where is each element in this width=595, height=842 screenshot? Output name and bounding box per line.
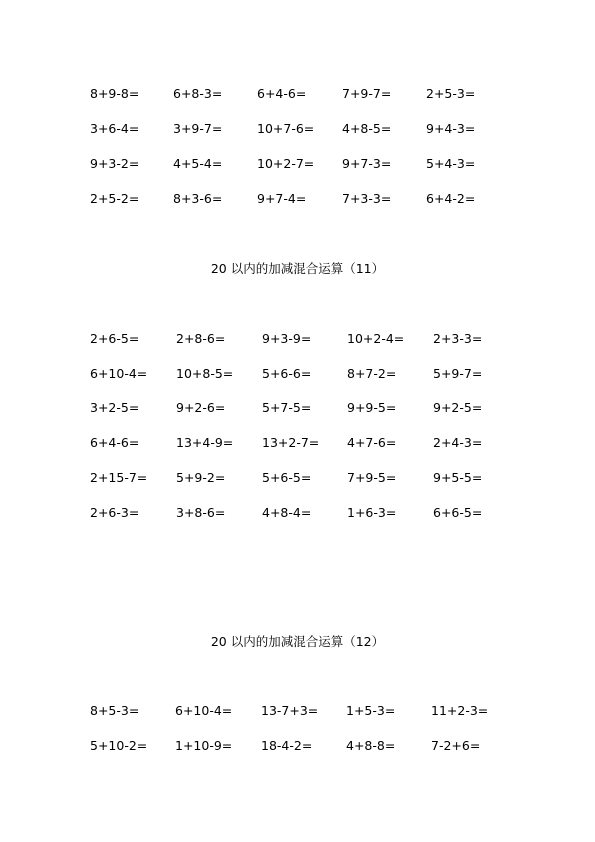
exercise-item: 6+6-5= xyxy=(433,505,483,520)
exercise-item: 6+4-6= xyxy=(90,435,140,450)
exercise-item: 2+5-2= xyxy=(90,191,140,206)
exercise-item: 5+6-6= xyxy=(262,366,312,381)
exercise-item: 5+9-7= xyxy=(433,366,483,381)
exercise-item: 3+9-7= xyxy=(173,121,223,136)
exercise-row xyxy=(0,84,595,104)
exercise-item: 5+7-5= xyxy=(262,400,312,415)
exercise-item: 2+6-5= xyxy=(90,331,140,346)
exercise-item: 5+6-5= xyxy=(262,470,312,485)
exercise-item: 11+2-3= xyxy=(431,703,489,718)
exercise-item: 13-7+3= xyxy=(261,703,319,718)
exercise-row xyxy=(0,398,595,418)
exercise-item: 5+10-2= xyxy=(90,738,148,753)
exercise-item: 9+9-5= xyxy=(347,400,397,415)
exercise-row xyxy=(0,154,595,174)
exercise-item: 6+10-4= xyxy=(90,366,148,381)
exercise-item: 4+8-5= xyxy=(342,121,392,136)
exercise-item: 13+4-9= xyxy=(176,435,234,450)
exercise-item: 9+4-3= xyxy=(426,121,476,136)
exercise-item: 5+4-3= xyxy=(426,156,476,171)
exercise-item: 1+10-9= xyxy=(175,738,233,753)
exercise-item: 4+8-4= xyxy=(262,505,312,520)
exercise-item: 3+2-5= xyxy=(90,400,140,415)
exercise-item: 9+7-4= xyxy=(257,191,307,206)
exercise-item: 3+6-4= xyxy=(90,121,140,136)
exercise-item: 4+5-4= xyxy=(173,156,223,171)
exercise-item: 10+8-5= xyxy=(176,366,234,381)
section-title: 20 以内的加减混合运算（11） xyxy=(210,261,385,276)
exercise-item: 2+8-6= xyxy=(176,331,226,346)
exercise-item: 8+3-6= xyxy=(173,191,223,206)
exercise-item: 18-4-2= xyxy=(261,738,313,753)
exercise-item: 8+9-8= xyxy=(90,86,140,101)
exercise-item: 9+7-3= xyxy=(342,156,392,171)
exercise-item: 6+4-6= xyxy=(257,86,307,101)
exercise-item: 1+6-3= xyxy=(347,505,397,520)
exercise-item: 7-2+6= xyxy=(431,738,481,753)
exercise-row xyxy=(0,364,595,384)
exercise-row xyxy=(0,701,595,721)
exercise-item: 2+5-3= xyxy=(426,86,476,101)
exercise-row xyxy=(0,329,595,349)
exercise-item: 4+8-8= xyxy=(346,738,396,753)
exercise-item: 8+7-2= xyxy=(347,366,397,381)
exercise-item: 9+3-9= xyxy=(262,331,312,346)
exercise-item: 1+5-3= xyxy=(346,703,396,718)
exercise-item: 6+10-4= xyxy=(175,703,233,718)
exercise-row xyxy=(0,433,595,453)
exercise-item: 10+7-6= xyxy=(257,121,315,136)
exercise-row xyxy=(0,736,595,756)
exercise-item: 7+9-5= xyxy=(347,470,397,485)
exercise-item: 5+9-2= xyxy=(176,470,226,485)
exercise-item: 13+2-7= xyxy=(262,435,320,450)
exercise-item: 9+2-6= xyxy=(176,400,226,415)
exercise-item: 8+5-3= xyxy=(90,703,140,718)
exercise-item: 6+4-2= xyxy=(426,191,476,206)
exercise-item: 7+9-7= xyxy=(342,86,392,101)
exercise-item: 2+6-3= xyxy=(90,505,140,520)
exercise-item: 2+4-3= xyxy=(433,435,483,450)
exercise-item: 10+2-4= xyxy=(347,331,405,346)
exercise-item: 9+5-5= xyxy=(433,470,483,485)
section-title: 20 以内的加减混合运算（12） xyxy=(210,634,385,649)
exercise-row xyxy=(0,468,595,488)
exercise-item: 6+8-3= xyxy=(173,86,223,101)
exercise-item: 9+2-5= xyxy=(433,400,483,415)
exercise-row xyxy=(0,189,595,209)
exercise-item: 2+3-3= xyxy=(433,331,483,346)
exercise-item: 4+7-6= xyxy=(347,435,397,450)
exercise-item: 2+15-7= xyxy=(90,470,148,485)
exercise-item: 3+8-6= xyxy=(176,505,226,520)
exercise-item: 7+3-3= xyxy=(342,191,392,206)
exercise-item: 9+3-2= xyxy=(90,156,140,171)
exercise-item: 10+2-7= xyxy=(257,156,315,171)
exercise-row xyxy=(0,119,595,139)
exercise-row xyxy=(0,503,595,523)
